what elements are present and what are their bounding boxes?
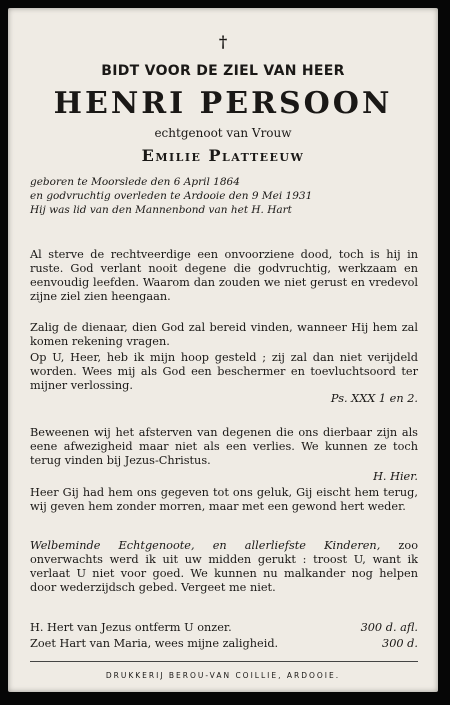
printer-credit: DRUKKERIJ BEROU-VAN COILLIE, ARDOOIE.: [105, 671, 341, 680]
paragraph-1: Al sterve de rechtveerdige een onvoorziene dood, toch is hij in ruste. God verlant nooit degene die godvruchtig, werkzaam en eenvoudig leefden. Waarom dan zouden we niet gerust en vredevol zijne ziel zien heengaan.: [30, 248, 418, 303]
header-line: BIDT VOOR DE ZIEL VAN HEER: [101, 63, 345, 79]
citation-psalm: Ps. XXX 1 en 2.: [330, 392, 418, 405]
paragraph-6: [30, 539, 418, 595]
cross-icon: †: [218, 32, 228, 51]
paragraph-6-rest: zoo onverwachts werd ik uit uw midden gerukt : troost U, want ik verlaat U niet voor goed. We kunnen nu malkander nog helpen door wederzijdsch gebed. Vergeet me niet.: [30, 539, 418, 594]
paragraph-6-lead: Welbeminde Echtgenoote, en allerliefste Kinderen,: [30, 539, 381, 552]
paragraph-3: Op U, Heer, heb ik mijn hoop gesteld ; zij zal dan niet verijdeld worden. Wees mij als God een beschermer en toevluchtsoord ter mijner verlossing.: [30, 351, 418, 392]
citation-hier: H. Hier.: [373, 470, 418, 483]
prayer-1-text: H. Hert van Jezus ontferm U onzer.: [30, 621, 232, 634]
bio-birth: geboren te Moorslede den 6 April 1864: [30, 176, 240, 188]
bio-death: en godvruchtig overleden te Ardooie den 9 Mei 1931: [30, 190, 313, 202]
prayer-1: [30, 621, 418, 634]
prayer-2-text: Zoet Hart van Maria, wees mijne zaligheid.: [30, 637, 279, 650]
deceased-name: HENRI PERSOON: [53, 86, 393, 121]
bio-membership: Hij was lid van den Mannenbond van het H. Hart: [30, 204, 292, 216]
paragraph-5: Heer Gij had hem ons gegeven tot ons geluk, Gij eischt hem terug, wij geven hem zonder morren, maar met een gewond hert weder.: [30, 486, 418, 513]
prayer-1-indulgence: 300 d. afl.: [360, 621, 418, 634]
divider-line: [30, 661, 418, 662]
prayer-2: [30, 637, 418, 650]
paragraph-2: Zalig de dienaar, dien God zal bereid vinden, wanneer Hij hem zal komen rekening vragen.: [30, 321, 418, 348]
spouse-intro: echtgenoot van Vrouw: [154, 126, 292, 140]
paragraph-4: Beweenen wij het afsterven van degenen die ons dierbaar zijn als eene afwezigheid maar niet als een verlies. We kunnen ze toch terug vinden bij Jezus-Christus.: [30, 426, 418, 467]
memorial-card: [8, 8, 438, 692]
spouse-name: Emilie Platteeuw: [141, 146, 305, 165]
prayer-2-indulgence: 300 d.: [382, 637, 418, 650]
